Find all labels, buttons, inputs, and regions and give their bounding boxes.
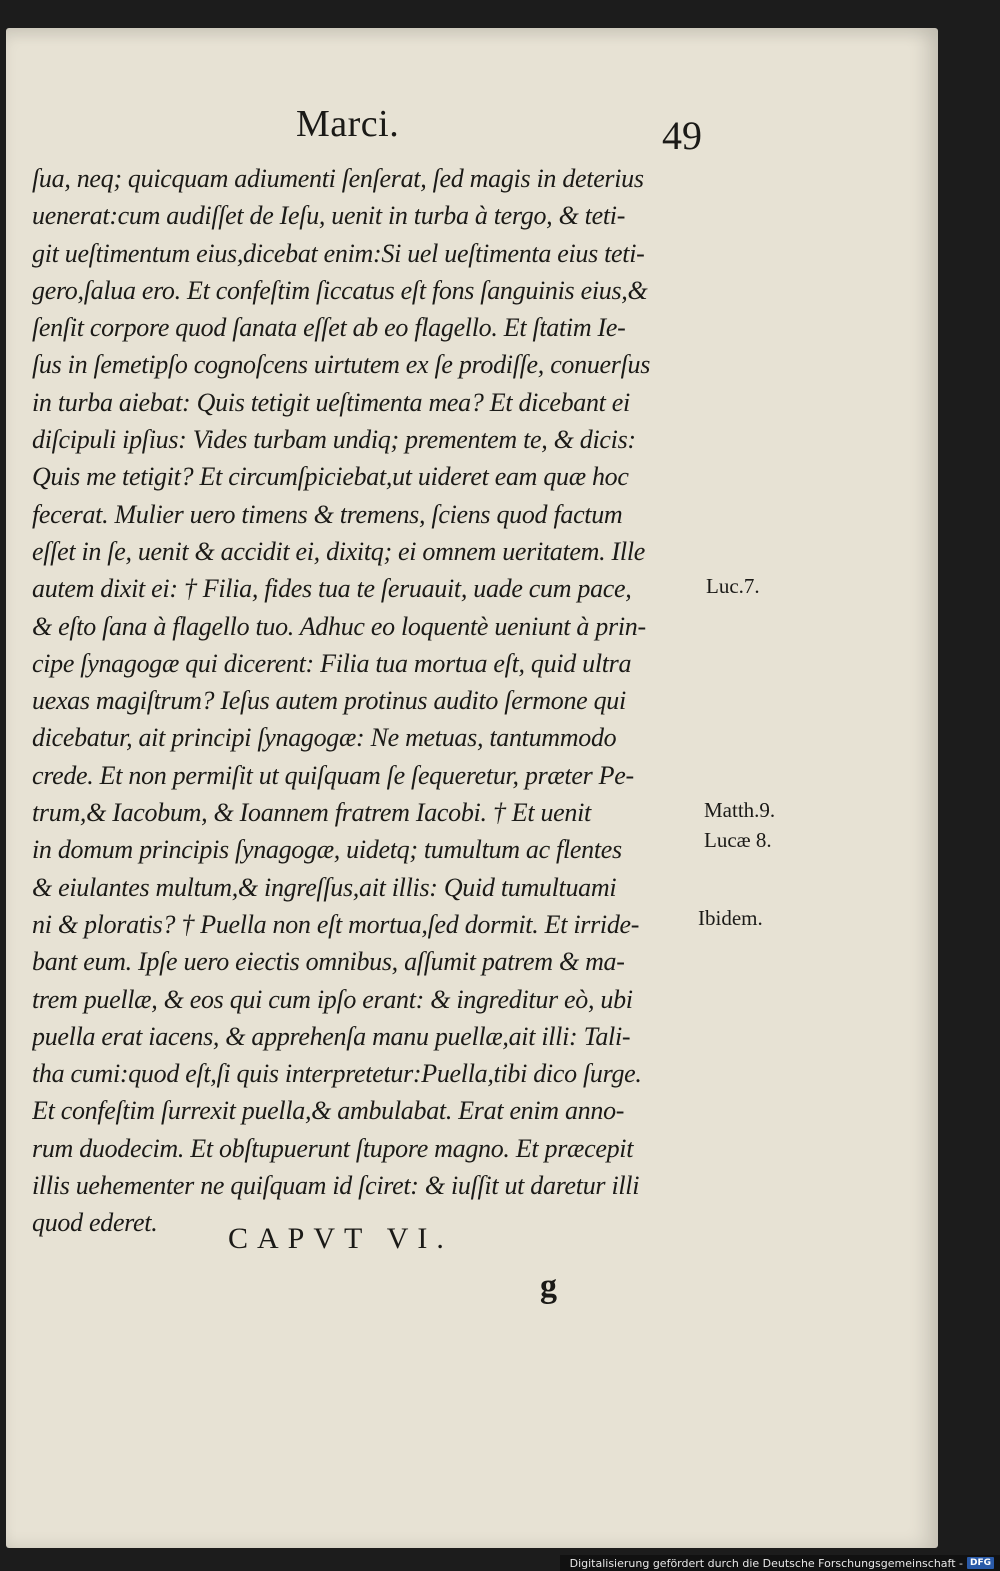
text-line: & eiulantes multum,& ingreſſus,ait illis: Quid tumultuami [32,872,617,902]
text-line: cipe ſynagogæ qui dicerent: Filia tua mortua eſt, quid ultra [32,648,632,678]
text-line: ni & ploratis? † Puella non eſt mortua,ſed dormit. Et irride- [32,909,640,939]
page-number: 49 [662,113,702,158]
text-line: Quis me tetigit? Et circumſpiciebat,ut uideret eam quæ hoc [32,462,629,492]
footer-credit: Digitalisierung gefördert durch die Deutsche Forschungsgemeinschaft - [569,1556,963,1570]
text-line: fecerat. Mulier uero timens & tremens, ſciens quod factum [32,499,623,529]
margin-note: Luc.7. [706,574,760,598]
margin-note: Matth.9. [704,798,776,822]
text-line: autem dixit ei: † Filia, fides tua te ſeruauit, uade cum pace, [32,574,632,604]
text-line: dicebatur, ait principi ſynagogæ: Ne metuas, tantummodo [32,723,617,753]
text-line: in domum principis ſynagogæ, uidetq; tumultum ac flentes [32,835,622,865]
text-line: uenerat:cum audiſſet de Ieſu, uenit in turba à tergo, & teti- [32,201,626,231]
text-line: trem puellæ, & eos qui cum ipſo erant: & ingreditur eò, ubi [32,984,633,1014]
margin-note: Lucæ 8. [704,828,772,852]
footer-bar [560,1555,1000,1571]
text-line: Et confeſtim ſurrexit puella,& ambulabat. Erat enim anno- [32,1096,625,1126]
text-line: uexas magiſtrum? Ieſus autem protinus audito ſermone qui [32,686,626,716]
text-line: eſſet in ſe, uenit & accidit ei, dixitq; ei omnem ueritatem. Ille [32,536,645,566]
body-text [32,160,707,1242]
signature-mark: g [540,1268,557,1305]
text-line: & eſto ſana à flagello tuo. Adhuc eo loquentè ueniunt à prin- [32,611,646,641]
text-line: quod ederet. [32,1208,158,1238]
text-line: crede. Et non permiſit ut quiſquam ſe ſequeretur, præter Pe- [32,760,634,790]
text-line: git ueſtimentum eius,dicebat enim:Si uel ueſtimenta eius teti- [32,238,645,268]
text-line: ſua, neq; quicquam adiumenti ſenſerat, ſed magis in deterius [32,164,644,193]
text-line: in turba aiebat: Quis tetigit ueſtimenta mea? Et dicebant ei [32,387,630,417]
text-line: ſus in ſemetipſo cognoſcens uirtutem ex ſe prodiſſe, conuerſus [32,350,651,380]
text-line: gero,ſalua ero. Et confeſtim ſiccatus eſt fons ſanguinis eius,& [32,275,648,305]
text-line: illis uehementer ne quiſquam id ſciret: & iuſſit ut daretur illi [32,1171,640,1201]
text-line: rum duodecim. Et obſtupuerunt ſtupore magno. Et præcepit [32,1133,634,1163]
text-line: tha cumi:quod eſt,ſi quis interpretetur:Puella,tibi dico ſurge. [32,1059,642,1089]
text-line: trum,& Iacobum, & Ioannem fratrem Iacobi. † Et uenit [32,798,591,828]
chapter-heading: CAPVT VI. [228,1222,453,1255]
text-line: diſcipuli ipſius: Vides turbam undiq; prementem te, & dicis: [32,425,636,455]
dfg-logo: DFG [967,1557,994,1569]
text-line: ſenſit corpore quod ſanata eſſet ab eo flagello. Et ſtatim Ie- [32,313,626,343]
margin-note: Ibidem. [698,906,763,930]
running-header: Marci. [296,103,400,145]
text-line: puella erat iacens, & apprehenſa manu puellæ,ait illi: Tali- [32,1021,631,1051]
text-line: bant eum. Ipſe uero eiectis omnibus, aſſumit patrem & ma- [32,947,625,977]
